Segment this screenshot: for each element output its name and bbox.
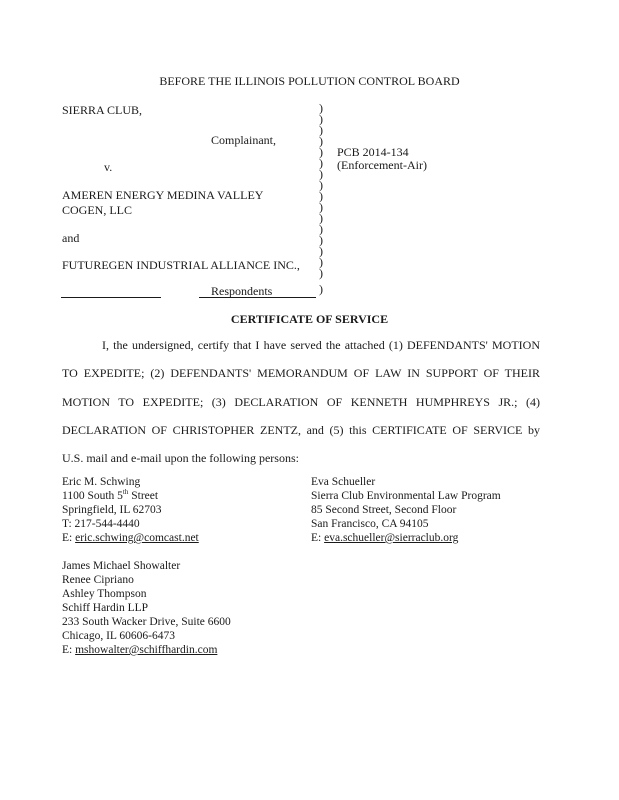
recipient-org: Sierra Club Environmental Law Program bbox=[311, 490, 501, 502]
caption-paren: ) bbox=[319, 156, 323, 170]
respondent-2: FUTUREGEN INDUSTRIAL ALLIANCE INC., bbox=[62, 258, 300, 272]
caption-paren: ) bbox=[319, 244, 323, 258]
caption-paren: ) bbox=[319, 123, 323, 137]
caption-paren: ) bbox=[319, 233, 323, 247]
recipient-name: Eva Schueller bbox=[311, 476, 376, 488]
caption-paren: ) bbox=[319, 178, 323, 192]
email-label: E: bbox=[311, 532, 325, 544]
body-line-2: TO EXPEDITE; (2) DEFENDANTS' MEMORANDUM OF LAW IN SUPPORT OF THEIR bbox=[62, 366, 540, 380]
recipient-email-row bbox=[62, 644, 217, 656]
respondent-1-line1: AMEREN ENERGY MEDINA VALLEY bbox=[62, 188, 264, 202]
body-line-3: MOTION TO EXPEDITE; (3) DECLARATION OF KENNETH HUMPHREYS JR.; (4) bbox=[62, 395, 540, 409]
caption-paren: ) bbox=[319, 189, 323, 203]
recipient-city: Chicago, IL 60606-6473 bbox=[62, 630, 175, 642]
recipient-name: Renee Cipriano bbox=[62, 574, 134, 586]
recipient-email-row bbox=[311, 532, 458, 544]
recipient-email-link[interactable]: eva.schueller@sierraclub.org bbox=[324, 532, 459, 544]
caption-paren: ) bbox=[319, 266, 323, 280]
caption-paren: ) bbox=[319, 200, 323, 214]
and-label: and bbox=[62, 231, 80, 245]
caption-paren: ) bbox=[319, 282, 323, 296]
street-name: Street bbox=[128, 490, 159, 502]
recipient-street: 85 Second Street, Second Floor bbox=[311, 504, 457, 516]
respondent-1-line2: COGEN, LLC bbox=[62, 203, 132, 217]
recipient-name: Eric M. Schwing bbox=[62, 476, 141, 488]
recipient-street: 233 South Wacker Drive, Suite 6600 bbox=[62, 616, 231, 628]
case-type: (Enforcement-Air) bbox=[337, 158, 427, 172]
caption-paren: ) bbox=[319, 211, 323, 225]
ordinal-suffix: th bbox=[122, 488, 129, 496]
body-line-5: U.S. mail and e-mail upon the following persons: bbox=[62, 451, 299, 465]
caption-paren: ) bbox=[319, 167, 323, 181]
recipient-name: James Michael Showalter bbox=[62, 560, 181, 572]
certificate-title: CERTIFICATE OF SERVICE bbox=[230, 312, 389, 326]
body-line-4: DECLARATION OF CHRISTOPHER ZENTZ, and (5) this CERTIFICATE OF SERVICE by bbox=[62, 423, 540, 437]
caption-paren: ) bbox=[319, 222, 323, 236]
complainant-label: Complainant, bbox=[211, 133, 276, 147]
caption-paren: ) bbox=[319, 145, 323, 159]
recipient-city: Springfield, IL 62703 bbox=[62, 504, 162, 516]
respondents-underline bbox=[199, 297, 316, 298]
board-title: BEFORE THE ILLINOIS POLLUTION CONTROL BOARD bbox=[159, 74, 460, 88]
recipient-city: San Francisco, CA 94105 bbox=[311, 518, 429, 530]
street-number: 1100 South 5 bbox=[62, 490, 123, 502]
email-label: E: bbox=[62, 644, 76, 656]
recipient-email-link[interactable]: mshowalter@schiffhardin.com bbox=[75, 644, 218, 656]
recipient-street bbox=[62, 490, 158, 502]
caption-paren: ) bbox=[319, 255, 323, 269]
versus-label: v. bbox=[104, 160, 113, 174]
caption-paren: ) bbox=[319, 101, 323, 115]
case-number: PCB 2014-134 bbox=[337, 145, 409, 159]
recipient-email-row bbox=[62, 532, 199, 544]
email-label: E: bbox=[62, 532, 76, 544]
caption-paren: ) bbox=[319, 112, 323, 126]
signature-line-left bbox=[61, 297, 161, 298]
recipient-phone: T: 217-544-4440 bbox=[62, 518, 140, 530]
body-line-1: I, the undersigned, certify that I have served the attached (1) DEFENDANTS' MOTION bbox=[102, 338, 540, 352]
recipient-email-link[interactable]: eric.schwing@comcast.net bbox=[75, 532, 199, 544]
recipient-firm: Schiff Hardin LLP bbox=[62, 602, 149, 614]
caption-paren: ) bbox=[319, 134, 323, 148]
respondents-label: Respondents bbox=[211, 284, 273, 298]
complainant-name: SIERRA CLUB, bbox=[62, 103, 143, 117]
recipient-name: Ashley Thompson bbox=[62, 588, 147, 600]
